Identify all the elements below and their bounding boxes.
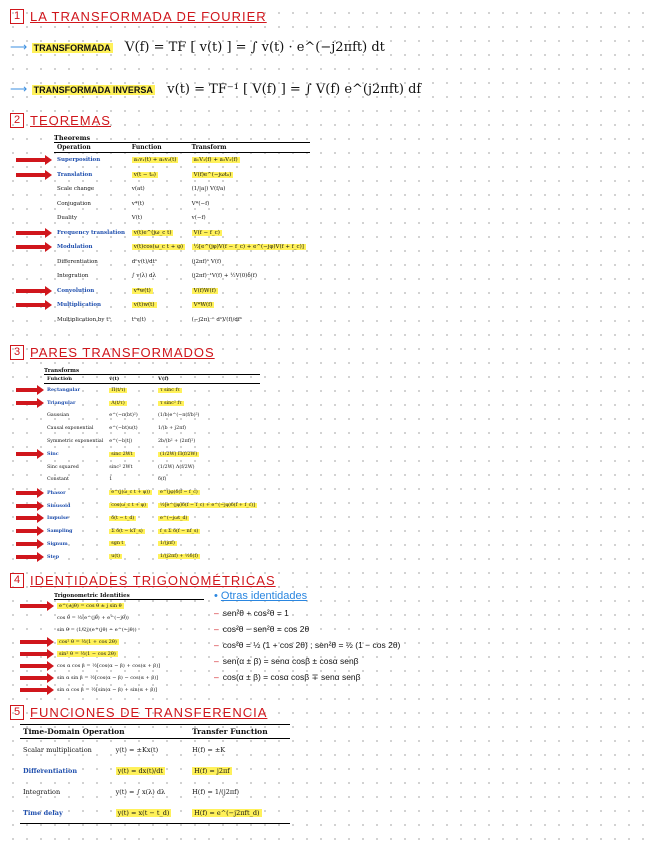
transform-cell: (j2πf)⁻¹V(f) + ½V(0)δ(f): [191, 273, 257, 280]
frequency-function-cell: [155, 448, 260, 461]
operation-cell: Integration: [57, 273, 89, 280]
table-row: [54, 636, 204, 648]
red-arrow-icon: [20, 676, 48, 680]
highlight: τ sinc² fτ: [160, 400, 182, 406]
red-arrow-icon: [20, 664, 48, 668]
transform-cell: [189, 168, 310, 183]
section-4-heading: [10, 572, 276, 590]
red-arrow-icon: [16, 231, 46, 235]
table-row: [20, 802, 290, 824]
time-function-cell: [106, 550, 155, 563]
function-cell: [129, 168, 189, 183]
table-row: [54, 168, 310, 183]
section-number: 5: [10, 705, 24, 720]
identity-cell: sin α cos β = ½[sin(α − β) + sin(α + β)]: [57, 687, 158, 693]
table-row: [20, 781, 290, 802]
equation-cell: [113, 760, 190, 781]
highlight: V(f)e^(−jωt₀): [193, 171, 232, 178]
function-name-cell: Sinusoid: [47, 502, 71, 509]
identity-cell: cos α cos β = ½[cos(α − β) + cos(α + β)]: [57, 663, 161, 669]
transform-cell: [189, 153, 310, 168]
time-function-cell: [106, 486, 155, 499]
highlight: cos(ω_c t + φ): [111, 503, 146, 509]
highlight: e^(j(ω_c t + φ)): [111, 490, 150, 496]
theorems-table: [54, 142, 310, 327]
time-function-cell: [106, 384, 155, 397]
function-name-cell: Sampling: [47, 528, 73, 535]
operation-cell: Conjugation: [57, 200, 91, 207]
operation-cell: Differentiation: [57, 258, 98, 265]
highlight: τ sinc fτ: [160, 387, 180, 393]
pairs-caption: Transforms: [44, 368, 80, 374]
operation-cell: Scalar multiplication: [23, 745, 92, 754]
fourier-direct: [10, 38, 385, 56]
pairs-table: [44, 374, 260, 563]
red-arrow-icon: [16, 516, 38, 520]
operation-cell: Duality: [57, 215, 78, 222]
equation-cell: [113, 802, 190, 824]
function-cell: [129, 284, 189, 299]
table-row: [44, 525, 260, 538]
identity-text: cos(α ± β) = cosα cosβ ∓ senα senβ: [222, 672, 361, 682]
function-cell: dⁿv(t)/dtⁿ: [131, 258, 158, 265]
table-row: [54, 313, 310, 328]
highlight: H(f) = e^(−j2πft_d): [194, 808, 260, 817]
direct-formula: V(f) = TF [ v(t) ] = ∫ v(t) · e^(−j2πft) dt: [125, 40, 385, 55]
frequency-function-cell: 2b/(b² + (2πf)²): [158, 439, 196, 445]
frequency-function-cell: [155, 550, 260, 563]
function-cell: [129, 153, 189, 168]
operation-cell: Differentiation: [23, 766, 78, 775]
time-function-cell: [106, 512, 155, 525]
table-row: [54, 684, 204, 696]
red-arrow-icon: [16, 401, 38, 405]
highlight: Σ δ(t − kT_s): [111, 528, 143, 534]
table-row: [44, 410, 260, 423]
transfer-function-cell: H(f) = ±K: [192, 745, 226, 754]
highlight: y(t) = x(t − t_d): [117, 808, 170, 817]
identity-item: [214, 656, 400, 672]
highlight: δ(t − t_d): [111, 515, 135, 521]
table-row: [54, 197, 310, 212]
function-cell: v*(t): [131, 200, 145, 207]
highlight: f_s Σ δ(f − nf_s): [160, 528, 199, 534]
highlight: v(t)w(t): [133, 302, 155, 309]
inverse-formula: v(t) = TF⁻¹ [ V(f) ] = ∫ V(f) e^(j2πft) df: [167, 82, 422, 97]
table-row: [54, 660, 204, 672]
other-identities: [214, 590, 400, 688]
identity-cell: sin α sin β = ½[cos(α − β) − cos(α + β)]: [57, 675, 159, 681]
identity-cell: [54, 600, 204, 612]
highlight: a₁v₁(t) + a₂v₂(t): [133, 157, 177, 164]
highlight: V*W(f): [193, 302, 213, 309]
trig-table: [54, 600, 204, 696]
highlight: e^(jφ)δ(f − f_c): [160, 490, 198, 496]
table-row: [54, 624, 204, 636]
identity-cell: [54, 636, 204, 648]
function-name-cell: Causal exponential: [47, 426, 94, 432]
table-row: [44, 461, 260, 474]
highlight: v*w(t): [133, 287, 151, 294]
red-arrow-icon: [20, 688, 48, 692]
table-row: [44, 435, 260, 448]
identity-cell: sin θ = (1/2j)(e^(jθ) − e^(−jθ)): [57, 627, 137, 633]
section-2-heading: [10, 112, 111, 130]
transform-cell: (−j2π)⁻ⁿ dⁿV(f)/dfⁿ: [191, 316, 243, 323]
highlight: Λ(t/τ): [111, 400, 125, 406]
function-name-cell: Gaussian: [47, 413, 70, 419]
section-number: 1: [10, 9, 24, 24]
highlight: cos² θ = ½(1 + cos 2θ): [59, 639, 117, 645]
operation-cell: Convolution: [57, 287, 95, 294]
transfer-table-wrap: [20, 724, 290, 824]
section-title: LA TRANSFORMADA DE FOURIER: [30, 9, 267, 24]
operation-cell: Integration: [23, 787, 61, 796]
function-name-cell: Constant: [47, 477, 69, 483]
section-title: IDENTIDADES TRIGONOMÉTRICAS: [30, 573, 276, 588]
table-row: [54, 226, 310, 241]
other-identities-title: • Otras identidades: [214, 590, 308, 602]
red-arrow-icon: [16, 289, 46, 293]
red-arrow-icon: [16, 452, 38, 456]
dash-bullet: –: [214, 656, 219, 666]
transform-cell: [189, 240, 310, 255]
section-number: 3: [10, 345, 24, 360]
table-row: [54, 211, 310, 226]
red-arrow-icon: [16, 245, 46, 249]
function-name-cell: Sinc squared: [47, 464, 79, 470]
table-row: [54, 182, 310, 197]
red-arrow-icon: [20, 640, 48, 644]
operation-cell: Frequency translation: [57, 229, 126, 236]
red-arrow-icon: [16, 173, 46, 177]
highlight: a₁V₁(f) + a₂V₂(f): [193, 157, 238, 164]
red-arrow-icon: [16, 388, 38, 392]
dash-bullet: –: [214, 624, 219, 634]
function-cell: tⁿv(t): [131, 316, 146, 323]
function-name-cell: Phasor: [47, 489, 66, 496]
arrow-right-icon: ⟶: [10, 40, 28, 54]
function-cell: [129, 298, 189, 313]
section-5-heading: [10, 704, 267, 722]
function-name-cell: Sinc: [47, 451, 59, 458]
column-header: Function: [129, 143, 189, 153]
table-row: [54, 240, 310, 255]
fourier-inverse: [10, 80, 421, 98]
section-number: 2: [10, 113, 24, 128]
red-arrow-icon: [16, 491, 38, 495]
theorems-caption: Theorems: [54, 134, 91, 142]
equation-cell: y(t) = ±Kx(t): [115, 745, 159, 754]
operation-cell: Scale change: [57, 186, 95, 193]
highlight: (1/2W) Π(f/2W): [160, 451, 198, 457]
identity-text: sen(α ± β) = senα cosβ ± cosα senβ: [222, 656, 359, 666]
highlight: Π(t/τ): [111, 387, 126, 393]
section-title: TEOREMAS: [30, 113, 111, 128]
identity-text: cos²θ = ½ (1 + cos 2θ) ; sen²θ = ½ (1 − cos 2θ): [222, 640, 401, 650]
table-row: [54, 600, 204, 612]
section-1-heading: [10, 8, 267, 26]
time-function-cell: [106, 538, 155, 551]
identity-cell: [54, 648, 204, 660]
operation-cell: Multiplication by tⁿ: [57, 316, 111, 323]
inverse-label: TRANSFORMADA INVERSA: [33, 85, 153, 95]
table-row: [44, 499, 260, 512]
function-cell: V(t): [131, 215, 143, 222]
table-row: [54, 269, 310, 284]
frequency-function-cell: [155, 512, 260, 525]
operation-cell: Translation: [57, 171, 93, 178]
identity-item: [214, 672, 400, 688]
time-function-cell: [106, 525, 155, 538]
time-function-cell: e^(−bt)u(t): [109, 426, 138, 432]
red-arrow-icon: [16, 542, 38, 546]
highlight: V(f)W(f): [193, 287, 216, 294]
frequency-function-cell: [155, 397, 260, 410]
frequency-function-cell: 1/(b + j2πf): [158, 426, 187, 432]
highlight: u(t): [111, 554, 121, 560]
identity-text: cos²θ − sen²θ = cos 2θ: [222, 624, 310, 634]
transfer-function-cell: [189, 760, 290, 781]
table-row: [44, 512, 260, 525]
highlight: v(t)e^(jω_c t): [133, 229, 172, 236]
dash-bullet: –: [214, 608, 219, 618]
highlight: sin² θ = ½(1 − cos 2θ): [59, 651, 116, 657]
identity-cell: cos θ = ½(e^(jθ) + e^(−jθ)): [57, 615, 129, 621]
table-row: [44, 422, 260, 435]
function-name-cell: Step: [47, 553, 60, 560]
operation-cell: Modulation: [57, 244, 93, 251]
time-function-cell: [106, 448, 155, 461]
table-row: [54, 612, 204, 624]
identity-text: sen²θ + cos²θ = 1: [222, 608, 289, 618]
table-row: [54, 672, 204, 684]
function-name-cell: Symmetric exponential: [47, 439, 104, 445]
frequency-function-cell: (1/b)e^(−π(f/b)²): [158, 413, 200, 419]
time-function-cell: [106, 397, 155, 410]
red-arrow-icon: [16, 555, 38, 559]
table-row: [54, 284, 310, 299]
dash-bullet: –: [214, 672, 219, 682]
table-row: [20, 760, 290, 781]
trig-caption: Trigonometric Identities: [54, 593, 204, 600]
time-function-cell: e^(−b|t|): [109, 439, 133, 445]
function-cell: ∫ v(λ) dλ: [131, 273, 156, 280]
time-function-cell: sinc² 2Wt: [109, 464, 133, 470]
frequency-function-cell: [155, 525, 260, 538]
identity-item: [214, 640, 400, 656]
function-cell: [129, 240, 189, 255]
equation-cell: y(t) = ∫ x(λ) dλ: [115, 787, 166, 796]
trig-table-wrap: [54, 593, 204, 696]
highlight: ½[e^(jφ)δ(f − f_c) + e^(−jφ)δ(f + f_c)]: [160, 503, 256, 509]
column-header: Function: [44, 375, 106, 384]
highlight: v(t)cos(ω_c t + φ): [133, 244, 184, 251]
red-arrow-icon: [20, 652, 48, 656]
section-number: 4: [10, 573, 24, 588]
table-row: [44, 448, 260, 461]
transfer-function-cell: [189, 802, 290, 824]
table-row: [44, 384, 260, 397]
function-name-cell: Rectangular: [47, 387, 81, 394]
section-3-heading: [10, 344, 215, 362]
red-arrow-icon: [16, 504, 38, 508]
red-arrow-icon: [16, 158, 46, 162]
theorems-table-wrap: [54, 134, 310, 327]
function-name-cell: Triangular: [47, 400, 76, 407]
column-header: Transform: [189, 143, 310, 153]
highlight: y(t) = dx(t)/dt: [117, 766, 163, 775]
transform-cell: v(−f): [191, 215, 206, 222]
table-row: [54, 255, 310, 270]
section-title: FUNCIONES DE TRANSFERENCIA: [30, 705, 268, 720]
pairs-table-wrap: [44, 368, 256, 563]
dash-bullet: –: [214, 640, 219, 650]
red-arrow-icon: [20, 604, 48, 608]
transform-cell: V*(−f): [191, 200, 210, 207]
operation-cell: Time delay: [23, 808, 63, 817]
frequency-function-cell: [155, 486, 260, 499]
highlight: sgn t: [111, 541, 124, 547]
function-name-cell: Signum: [47, 540, 68, 547]
column-header: Transfer Function: [189, 725, 290, 739]
transform-cell: (1/|a|) V(f/a): [191, 186, 226, 193]
highlight: sinc 2Wt: [111, 451, 133, 457]
table-row: [54, 298, 310, 313]
transform-cell: [189, 298, 310, 313]
operation-cell: Multiplication: [57, 302, 102, 309]
identity-item: [214, 608, 400, 624]
column-header: V(f): [155, 375, 260, 384]
table-row: [20, 739, 290, 761]
frequency-function-cell: [155, 384, 260, 397]
highlight: ½[e^(jφ)V(f − f_c) + e^(−jφ)V(f + f_c)]: [193, 244, 304, 251]
table-row: [54, 153, 310, 168]
highlight: 1/(j2πf) + ½δ(f): [160, 554, 199, 560]
table-row: [44, 474, 260, 487]
arrow-right-icon: ⟶: [10, 82, 28, 96]
column-header: Operation: [54, 143, 129, 153]
frequency-function-cell: [155, 538, 260, 551]
highlight: v(t − t₀): [133, 171, 156, 178]
identity-item: [214, 624, 400, 640]
highlight: e^(−jωt_d): [160, 515, 188, 521]
table-row: [44, 486, 260, 499]
table-row: [54, 648, 204, 660]
transfer-function-cell: H(f) = 1/(j2πf): [192, 787, 240, 796]
function-cell: [129, 226, 189, 241]
time-function-cell: e^(−π(bt)²): [109, 413, 138, 419]
highlight: V(f − f_c): [193, 229, 220, 236]
red-arrow-icon: [16, 529, 38, 533]
column-header: v(t): [106, 375, 155, 384]
transfer-table: [20, 724, 290, 824]
time-function-cell: [106, 499, 155, 512]
highlight: 1/(jπf): [160, 541, 175, 547]
transform-cell: [189, 284, 310, 299]
frequency-function-cell: (1/2W) Λ(f/2W): [158, 464, 195, 470]
direct-label: TRANSFORMADA: [33, 43, 111, 53]
time-function-cell: 1: [109, 477, 113, 483]
table-row: [44, 538, 260, 551]
function-name-cell: Impulse: [47, 515, 69, 522]
section-title: PARES TRANSFORMADOS: [30, 345, 215, 360]
highlight: e^(±jθ) = cos θ ± j sin θ: [59, 603, 122, 609]
operation-cell: Superposition: [57, 157, 101, 164]
frequency-function-cell: δ(f): [158, 477, 167, 483]
transform-cell: (j2πf)ⁿ V(f): [191, 258, 222, 265]
transform-cell: [189, 226, 310, 241]
frequency-function-cell: [155, 499, 260, 512]
table-row: [44, 550, 260, 563]
highlight: H(f) = j2πf: [194, 766, 230, 775]
red-arrow-icon: [16, 303, 46, 307]
function-cell: v(at): [131, 186, 145, 193]
column-header: Time-Domain Operation: [20, 725, 189, 739]
table-row: [44, 397, 260, 410]
